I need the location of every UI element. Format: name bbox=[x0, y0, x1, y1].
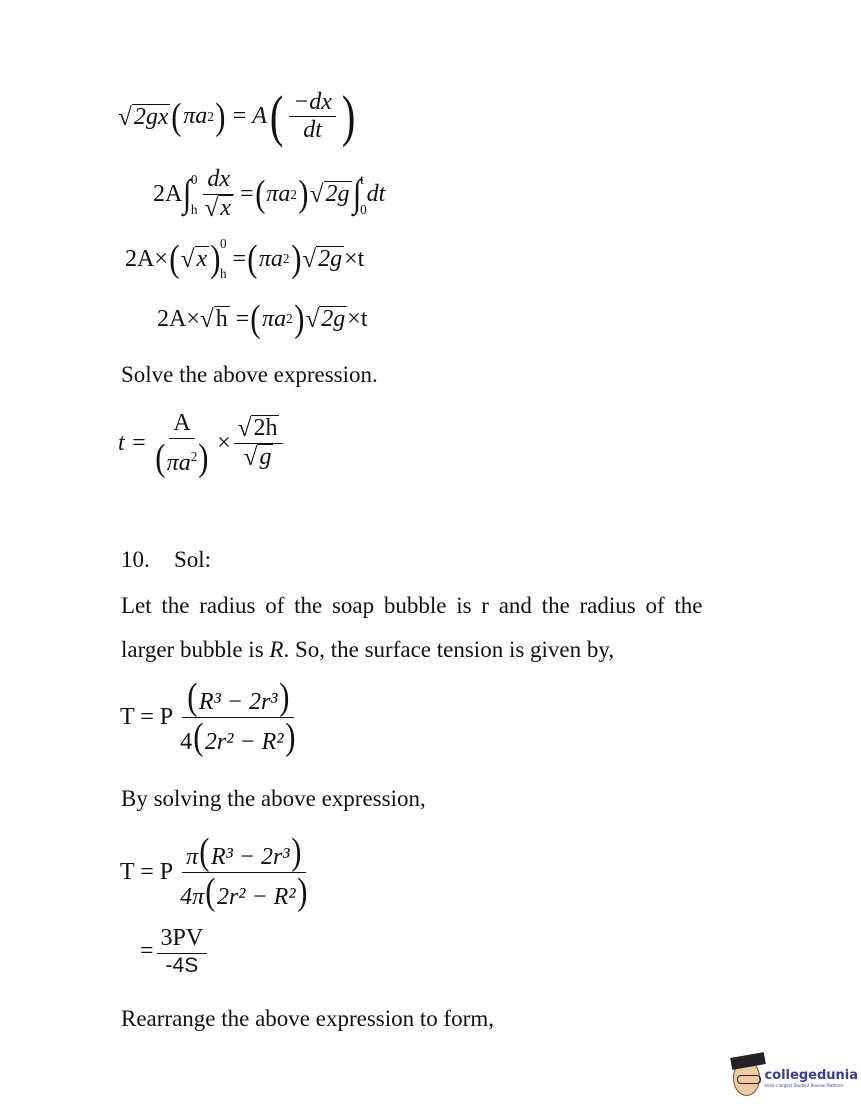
radicand: 2gx bbox=[133, 103, 169, 130]
denominator: πa bbox=[166, 449, 191, 476]
lhs: 2A× bbox=[157, 305, 200, 332]
fraction: dx √ x bbox=[200, 166, 236, 223]
integral-sign: ∫ bbox=[183, 173, 192, 216]
question-number: 10. bbox=[121, 547, 150, 572]
sol-label: Sol: bbox=[174, 547, 212, 572]
by-solving-text: By solving the above expression, bbox=[121, 786, 426, 811]
lhs: 2A bbox=[153, 181, 183, 208]
radicand: x bbox=[196, 245, 208, 272]
paragraph-line-2 bbox=[121, 637, 614, 663]
coefficient: π bbox=[186, 844, 199, 870]
lhs: 2A× bbox=[125, 245, 168, 272]
lower-limit: 0 bbox=[360, 201, 367, 217]
symbol-R: R bbox=[269, 637, 284, 662]
equation-2: 2A ∫ 0 h dx √ x = ( πa 2 ) √ 2g ∫ t 0 dt bbox=[153, 166, 386, 222]
text: . So, the surface tension is given by, bbox=[283, 637, 615, 662]
equals: = bbox=[235, 305, 250, 332]
equation-7 bbox=[120, 833, 315, 911]
exponent: 2 bbox=[286, 311, 293, 327]
radicand: h bbox=[215, 306, 228, 333]
mascot-icon bbox=[733, 1060, 760, 1096]
exponent: 2 bbox=[290, 186, 297, 202]
denominator: 2r² − R² bbox=[216, 883, 296, 910]
coefficient: 4 bbox=[180, 728, 193, 755]
equation-4: 2A× √ h = ( πa 2 ) √ 2g ×t bbox=[157, 298, 368, 340]
logo-name: collegedunia bbox=[764, 1068, 858, 1083]
denominator: dt bbox=[303, 117, 322, 144]
equation-5 bbox=[118, 410, 286, 477]
denominator: g bbox=[259, 444, 272, 471]
lhs: t = bbox=[118, 430, 147, 457]
radicand: x bbox=[220, 194, 231, 221]
tail: ×t bbox=[347, 305, 368, 332]
exponent: 2 bbox=[207, 108, 214, 124]
equation-8 bbox=[140, 925, 210, 978]
upper-limit: 0 bbox=[190, 171, 198, 187]
upper-limit: t bbox=[360, 171, 364, 187]
coefficient: 4π bbox=[180, 883, 205, 910]
equation-3: 2A× ( √ x ) 0 h = ( πa 2 ) √ 2g ×t bbox=[125, 236, 365, 281]
equation-1: √ 2gx ( πa 2 ) = A ( $\frac{-dx}{dt}$ ) bbox=[118, 85, 356, 148]
radicand: 2g bbox=[321, 306, 346, 333]
lhs: T = P bbox=[120, 703, 174, 730]
exponent: 2 bbox=[190, 448, 198, 464]
pi-a: πa bbox=[262, 305, 287, 332]
pi-a: πa bbox=[266, 181, 291, 208]
equals: = bbox=[232, 103, 247, 130]
lhs: T = P bbox=[120, 858, 174, 885]
numerator: R³ − 2r³ bbox=[210, 844, 290, 870]
fraction bbox=[289, 89, 336, 145]
equals: = bbox=[140, 937, 154, 964]
denominator: -4S bbox=[165, 953, 199, 977]
numerator: dx bbox=[203, 166, 234, 195]
radicand: 2g bbox=[318, 245, 343, 272]
numerator: A bbox=[169, 410, 194, 439]
lower-limit: h bbox=[219, 266, 227, 281]
radicand: 2g bbox=[325, 181, 350, 208]
paragraph-line-1: Let the radius of the soap bubble is r and the radius of the bbox=[121, 593, 703, 618]
lower-limit: h bbox=[190, 201, 198, 217]
equals: = bbox=[232, 245, 247, 272]
numerator: R³ − 2r³ bbox=[198, 689, 278, 715]
upper-limit: 0 bbox=[219, 236, 227, 251]
numerator: 2h bbox=[253, 414, 278, 441]
equation-6 bbox=[120, 678, 303, 756]
pi-a: πa bbox=[258, 245, 283, 272]
area-symbol: A bbox=[252, 103, 267, 130]
denominator: 2r² − R² bbox=[204, 728, 284, 755]
fraction: $\frac{\text{(R³ − 2r³)}}{\text{4(2r² − R²)}}$ bbox=[180, 676, 296, 758]
integral-sign: ∫ bbox=[352, 173, 362, 216]
differential: dt bbox=[366, 181, 386, 208]
pi-a: πa bbox=[183, 103, 208, 130]
solve-text: Solve the above expression. bbox=[121, 362, 378, 387]
fraction: √ 2h √ g bbox=[234, 415, 284, 473]
logo-tagline: India's largest Student Review Platform bbox=[764, 1083, 844, 1088]
times: × bbox=[217, 430, 231, 457]
fraction bbox=[157, 925, 208, 978]
rearrange-text: Rearrange the above expression to form, bbox=[121, 1006, 494, 1031]
text: larger bubble is bbox=[121, 637, 270, 662]
tail: ×t bbox=[344, 245, 365, 272]
equals: = bbox=[239, 181, 254, 208]
numerator: 3PV bbox=[157, 925, 208, 954]
collegedunia-logo bbox=[733, 1055, 858, 1101]
fraction: $\frac{\text{π(R³ − 2r³)}}{\text{4π(2r² − R²)}}$ bbox=[180, 831, 308, 913]
exponent: 2 bbox=[282, 251, 290, 266]
numerator: −dx bbox=[289, 89, 336, 118]
fraction: $\frac{A}{(\pi a^2)}$ bbox=[155, 410, 209, 479]
